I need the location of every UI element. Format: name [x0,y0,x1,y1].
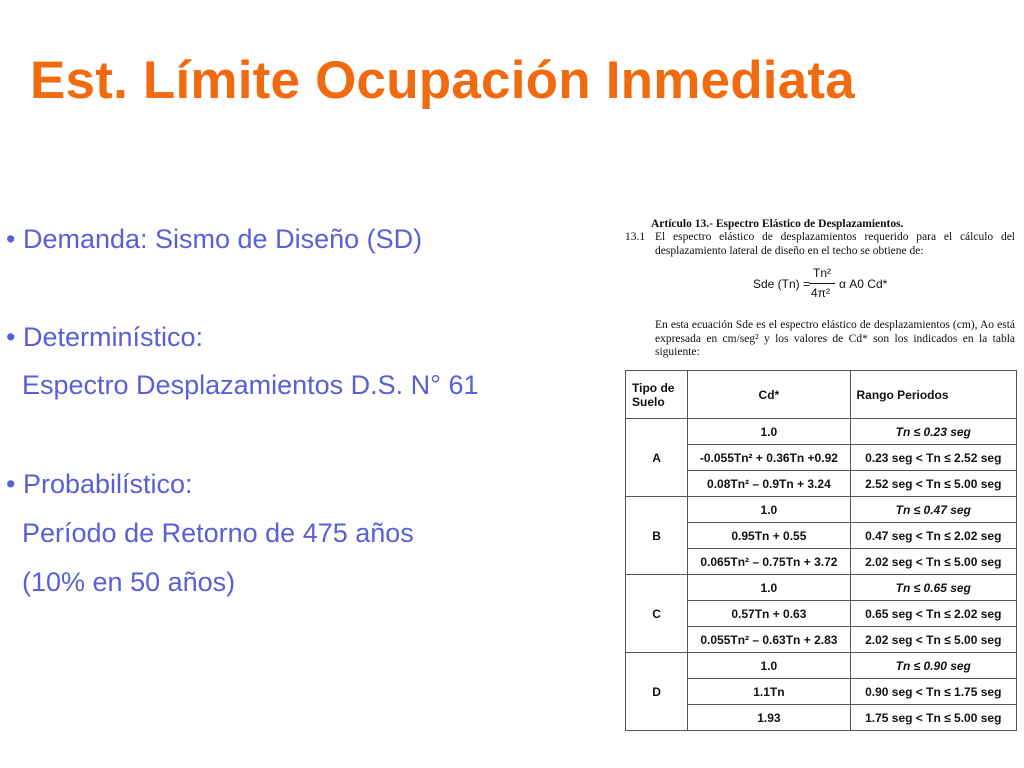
formula-lhs: Sde (Tn) = [753,277,811,291]
soil-type-cell: B [626,497,688,575]
table-row [626,419,1017,445]
cd-cell: 0.065Tn² – 0.75Tn + 3.72 [688,549,850,575]
range-cell: Tn ≤ 0.65 seg [850,575,1017,601]
article-title: Artículo 13.- Espectro Elástico de Desplazamientos. [651,218,904,230]
cd-cell: 1.1Tn [688,679,850,705]
section-number: 13.1 [625,231,646,243]
cd-cell: 1.93 [688,705,850,731]
range-cell: Tn ≤ 0.23 seg [850,419,1017,445]
bullet-probabilistico: • Probabilístico: [6,469,193,499]
range-cell: 2.02 seg < Tn ≤ 5.00 seg [850,549,1017,575]
header-cd: Cd* [688,371,850,419]
spectrum-formula [753,266,893,302]
range-cell: 0.90 seg < Tn ≤ 1.75 seg [850,679,1017,705]
paragraph-intro: El espectro elástico de desplazamientos requerido para el cálculo del desplazamiento lateral de diseño en el techo se obtiene de: [655,231,1015,257]
cd-cell: 1.0 [688,653,850,679]
table-row [626,575,1017,601]
soil-type-cell: A [626,419,688,497]
formula-fraction-bar [809,283,835,284]
bullet-probabilistico-detail-1: Período de Retorno de 475 años [22,518,414,548]
table-row [626,497,1017,523]
formula-numerator: Tn² [813,266,831,280]
formula-denominator: 4π² [811,286,830,300]
bullet-demanda: • Demanda: Sismo de Diseño (SD) [6,224,423,254]
range-cell: 2.02 seg < Tn ≤ 5.00 seg [850,627,1017,653]
bullet-deterministico-detail: Espectro Desplazamientos D.S. N° 61 [22,370,479,400]
range-cell: 0.65 seg < Tn ≤ 2.02 seg [850,601,1017,627]
cd-cell: 0.57Tn + 0.63 [688,601,850,627]
cd-coefficient-table [625,370,1017,731]
soil-type-cell: C [626,575,688,653]
range-cell: Tn ≤ 0.47 seg [850,497,1017,523]
range-cell: 0.47 seg < Tn ≤ 2.02 seg [850,523,1017,549]
bullet-probabilistico-detail-2: (10% en 50 años) [22,567,236,597]
cd-cell: 1.0 [688,497,850,523]
range-cell: 1.75 seg < Tn ≤ 5.00 seg [850,705,1017,731]
cd-cell: 0.95Tn + 0.55 [688,523,850,549]
range-cell: 2.52 seg < Tn ≤ 5.00 seg [850,471,1017,497]
cd-cell: -0.055Tn² + 0.36Tn +0.92 [688,445,850,471]
formula-rhs: α A0 Cd* [839,277,888,291]
range-cell: 0.23 seg < Tn ≤ 2.52 seg [850,445,1017,471]
bullet-deterministico: • Determinístico: [6,322,204,352]
table-header-row [626,371,1017,419]
slide-title: Est. Límite Ocupación Inmediata [30,51,855,110]
cd-cell: 1.0 [688,419,850,445]
cd-cell: 1.0 [688,575,850,601]
cd-cell: 0.08Tn² – 0.9Tn + 3.24 [688,471,850,497]
cd-cell: 0.055Tn² – 0.63Tn + 2.83 [688,627,850,653]
header-soil-type: Tipo de Suelo [626,371,688,419]
table-row [626,653,1017,679]
soil-type-cell: D [626,653,688,731]
paragraph-explanation: En esta ecuación Sde es el espectro elástico de desplazamientos (cm), Ao está expresada en cm/seg² y los valores de Cd* son los indicados en la tabla siguiente: [655,319,1015,358]
range-cell: Tn ≤ 0.90 seg [850,653,1017,679]
header-period-range: Rango Periodos [850,371,1017,419]
